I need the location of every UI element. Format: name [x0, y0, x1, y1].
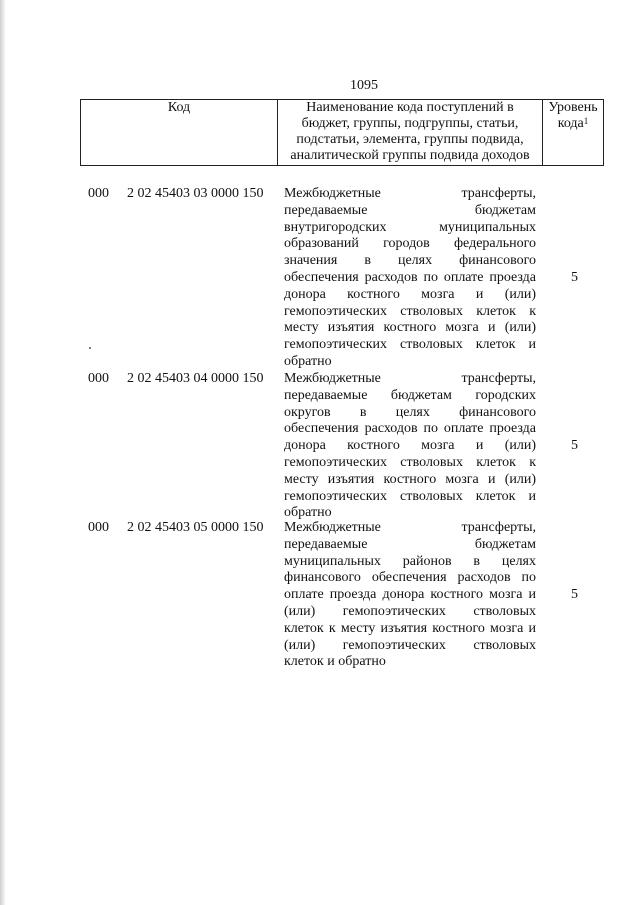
revenue-name-line: донора костного мозга и (или) — [284, 438, 536, 454]
admin-code: 000 — [88, 186, 109, 201]
revenue-name-line: обратно — [284, 353, 332, 369]
revenue-name-line: гемопоэтических стволовых клеток к — [284, 303, 536, 319]
code-level: 5 — [571, 438, 578, 453]
revenue-name-line: передаваемые бюджетам — [284, 536, 536, 552]
header-level-line: Уровень — [548, 100, 598, 115]
revenue-name-line: обратно — [284, 505, 332, 521]
revenue-code: 2 02 45403 05 0000 150 — [127, 520, 264, 535]
revenue-name-line: обеспечения расходов по оплате проезда — [284, 421, 536, 437]
revenue-name-line: оплате проезда донора костного мозга и — [284, 587, 536, 603]
page-number: 1095 — [350, 78, 378, 93]
revenue-name-line: месту изъятия костного мозга и (или) — [284, 471, 536, 487]
header-code-label: Код — [167, 100, 191, 115]
revenue-name-line: гемопоэтических стволовых клеток к — [284, 454, 536, 470]
header-name-cell — [278, 100, 543, 166]
revenue-name — [284, 520, 536, 671]
revenue-name-line: передаваемые бюджетам городских — [284, 387, 536, 403]
revenue-name-line: Межбюджетные трансферты, — [284, 186, 536, 201]
revenue-name-line: передаваемые бюджетам — [284, 202, 536, 218]
revenue-name-line: значения в целях финансового — [284, 253, 536, 269]
header-name-line: аналитической группы подвида доходов — [290, 148, 530, 163]
table-header — [80, 99, 604, 166]
revenue-name-line: финансового обеспечения расходов по — [284, 570, 536, 586]
revenue-name-line: (или) гемопоэтических стволовых — [284, 603, 536, 619]
header-name-line: подстатьи, элемента, группы подвида, — [296, 132, 524, 147]
header-level-label: кода — [557, 116, 584, 131]
revenue-name-line: округов в целях финансового — [284, 404, 536, 420]
header-name-line: бюджет, группы, подгруппы, статьи, — [301, 116, 519, 131]
admin-code: 000 — [88, 371, 109, 386]
revenue-name — [284, 371, 536, 522]
revenue-name-line: гемопоэтических стволовых клеток и — [284, 337, 536, 353]
revenue-name-line: (или) гемопоэтических стволовых — [284, 637, 536, 653]
revenue-name-line: месту изъятия костного мозга и (или) — [284, 320, 536, 336]
header-name-line: Наименование кода поступлений в — [306, 100, 514, 115]
footnote-marker: 1 — [583, 116, 589, 126]
revenue-name-line: гемопоэтических стволовых клеток и — [284, 488, 536, 504]
revenue-name-line: клеток к месту изъятия костного мозга и — [284, 620, 536, 636]
revenue-name-line: донора костного мозга и (или) — [284, 286, 536, 302]
revenue-name-line: муниципальных районов в целях — [284, 553, 536, 569]
scan-speck — [89, 347, 91, 349]
revenue-name-line: обеспечения расходов по оплате проезда — [284, 269, 536, 285]
header-level-line-2 — [545, 116, 601, 132]
revenue-name-line: внутригородских муниципальных — [284, 219, 536, 235]
code-level: 5 — [571, 587, 578, 602]
revenue-name-line: Межбюджетные трансферты, — [284, 371, 536, 386]
scan-edge-shadow — [0, 0, 6, 905]
header-code-cell — [81, 100, 278, 166]
revenue-name-line: клеток и обратно — [284, 654, 386, 670]
admin-code: 000 — [88, 520, 109, 535]
revenue-name-line: образований городов федерального — [284, 236, 536, 252]
revenue-name — [284, 186, 536, 371]
revenue-name-line: Межбюджетные трансферты, — [284, 520, 536, 535]
code-level: 5 — [571, 270, 578, 285]
revenue-code: 2 02 45403 04 0000 150 — [127, 371, 264, 386]
revenue-code: 2 02 45403 03 0000 150 — [127, 186, 264, 201]
header-level-cell — [543, 100, 604, 166]
